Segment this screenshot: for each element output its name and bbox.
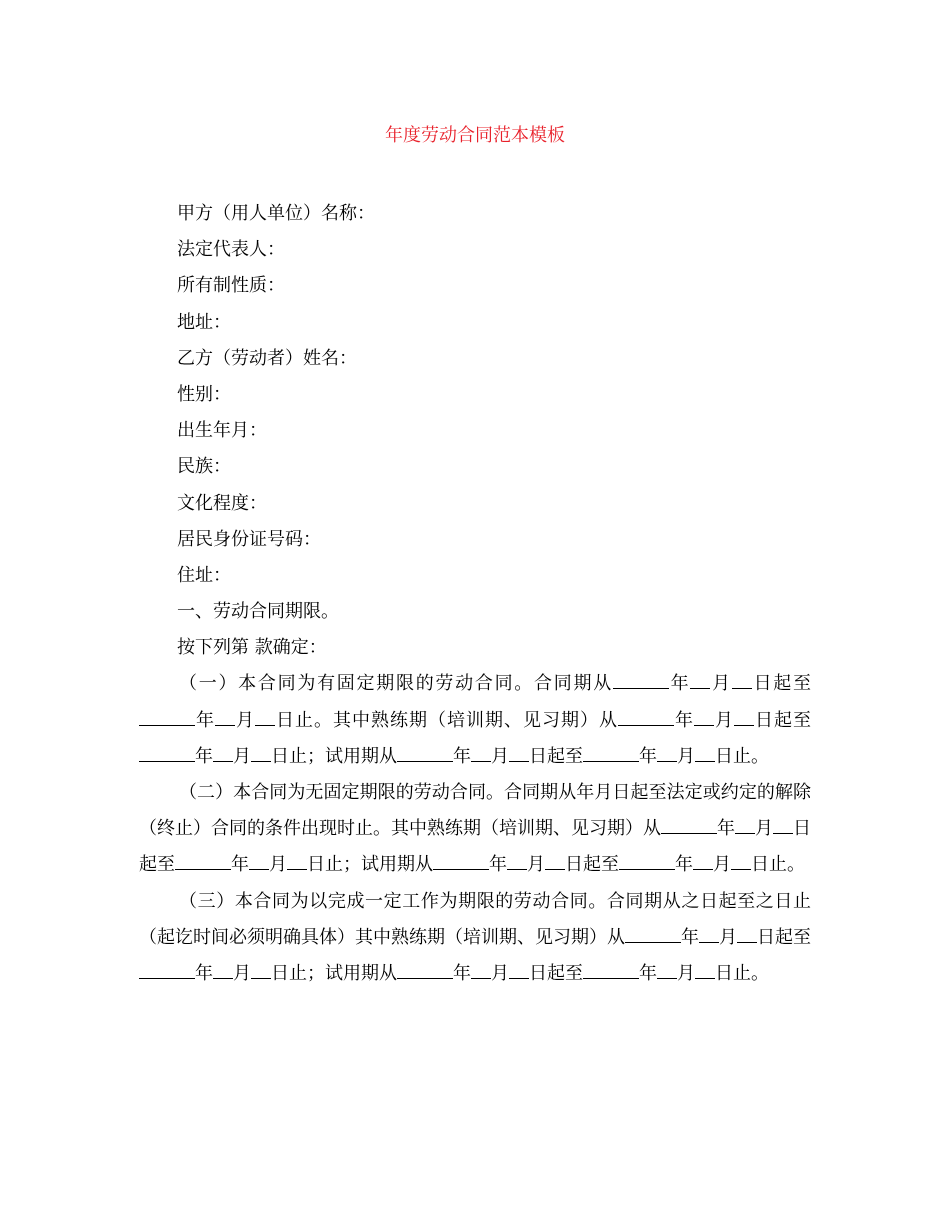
field-legal-representative: 法定代表人： [177, 239, 285, 261]
fill-in-blank[interactable] [397, 959, 453, 979]
field-id-number: 居民身份证号码： [177, 528, 321, 550]
field-ethnicity: 民族： [177, 456, 231, 478]
fill-in-blank[interactable] [583, 742, 639, 762]
fill-in-blank[interactable] [695, 959, 715, 979]
fill-in-blank[interactable] [737, 923, 757, 943]
section-heading: 一、劳动合同期限。 [177, 601, 339, 622]
fill-in-blank[interactable] [397, 742, 453, 762]
fill-in-blank[interactable] [251, 742, 271, 762]
fill-in-blank[interactable] [255, 706, 275, 726]
fill-in-blank[interactable] [509, 959, 529, 979]
clause-text: 日起至 [139, 818, 811, 876]
fill-in-blank[interactable] [213, 959, 233, 979]
clause-text: 月 [527, 854, 545, 876]
fill-in-blank[interactable] [139, 742, 195, 762]
field-employer-name: 甲方（用人单位）名称： [177, 203, 375, 224]
clause-text: （二）本合同为无固定期限的劳动合同。合同期从年月日起至法定或约定的解除（终止）合同的条件出现时止。其中熟练期（培训期、见习期）从 [139, 782, 811, 840]
clause-text: 日起至 [754, 709, 811, 731]
field-employer-address: 地址： [177, 311, 231, 333]
clause-text: （一）本合同为有固定期限的劳动合同。合同期从 [179, 673, 613, 695]
clause-text: 日止；试用期从 [271, 963, 397, 985]
clause-text: 月 [719, 926, 737, 948]
clause-text: 月 [677, 745, 695, 767]
fill-in-blank[interactable] [433, 850, 489, 870]
clause-text: 年 [195, 963, 213, 985]
clause-text: 年 [231, 854, 249, 876]
field-residence: 住址： [177, 564, 231, 586]
clause-text: 日起至 [751, 673, 812, 695]
document-title: 年度劳动合同范本模板 [385, 125, 565, 146]
field-education: 文化程度： [177, 492, 267, 514]
clause-text: 日止。 [715, 745, 769, 767]
fill-in-blank[interactable] [732, 669, 752, 689]
clause-text: 年 [195, 709, 215, 731]
fill-in-blank[interactable] [699, 923, 719, 943]
clause-text: 年 [681, 926, 699, 948]
clause-text: 年 [675, 854, 693, 876]
clause-text: 日止。 [715, 963, 769, 985]
clause-text: 日止；试用期从 [271, 745, 397, 767]
clause-text: 月 [269, 854, 287, 876]
fill-in-blank[interactable] [734, 706, 754, 726]
fill-in-blank[interactable] [661, 814, 717, 834]
fill-in-blank[interactable] [545, 850, 565, 870]
section-intro: 按下列第 款确定： [177, 637, 327, 659]
clause-text: 月 [491, 963, 509, 985]
fill-in-blank[interactable] [213, 742, 233, 762]
clause-text: 年 [674, 709, 694, 731]
clause-text: 月 [491, 745, 509, 767]
clause-task-based [139, 884, 811, 993]
clause-text: 日起至 [565, 854, 619, 876]
clause-text: 日起至 [529, 963, 583, 985]
fill-in-blank[interactable] [175, 850, 231, 870]
clause-text: 年 [195, 745, 213, 767]
field-birth-date: 出生年月： [177, 420, 267, 442]
clause-open-ended [139, 775, 811, 884]
clause-text: 年 [639, 745, 657, 767]
party-info-fields [177, 196, 375, 594]
fill-in-blank[interactable] [287, 850, 307, 870]
clause-text: 日止；试用期从 [307, 854, 433, 876]
clause-text: 年 [717, 818, 735, 840]
clause-text: 月 [710, 673, 732, 695]
clause-text: 月 [714, 709, 734, 731]
clause-text: 月 [233, 745, 251, 767]
fill-in-blank[interactable] [625, 923, 681, 943]
clause-text: 月 [677, 963, 695, 985]
fill-in-blank[interactable] [694, 706, 714, 726]
fill-in-blank[interactable] [657, 742, 677, 762]
clause-text: （三）本合同为以完成一定工作为期限的劳动合同。合同期从之日起至之日止（起讫时间必须明确具体）其中熟练期（培训期、见习期）从 [139, 890, 811, 948]
fill-in-blank[interactable] [619, 850, 675, 870]
fill-in-blank[interactable] [471, 742, 491, 762]
contract-body [139, 594, 811, 992]
clause-text: 年 [489, 854, 507, 876]
fill-in-blank[interactable] [657, 959, 677, 979]
clause-text: 月 [235, 709, 255, 731]
clause-text: 日起至 [529, 745, 583, 767]
clause-text: 日止。其中熟练期（培训期、见习期）从 [275, 709, 618, 731]
fill-in-blank[interactable] [690, 669, 710, 689]
fill-in-blank[interactable] [618, 706, 674, 726]
fill-in-blank[interactable] [509, 742, 529, 762]
clause-text: 月 [713, 854, 731, 876]
clause-text: 月 [233, 963, 251, 985]
fill-in-blank[interactable] [139, 959, 195, 979]
fill-in-blank[interactable] [507, 850, 527, 870]
fill-in-blank[interactable] [693, 850, 713, 870]
clause-text: 年 [453, 963, 471, 985]
fill-in-blank[interactable] [251, 959, 271, 979]
field-employee-name: 乙方（劳动者）姓名： [177, 347, 357, 369]
clause-text: 年 [453, 745, 471, 767]
clause-text: 月 [755, 818, 773, 840]
fill-in-blank[interactable] [215, 706, 235, 726]
fill-in-blank[interactable] [731, 850, 751, 870]
fill-in-blank[interactable] [583, 959, 639, 979]
field-ownership-type: 所有制性质： [177, 275, 285, 297]
clause-text: 日止。 [751, 854, 805, 876]
clause-text: 日起至 [757, 926, 811, 948]
fill-in-blank[interactable] [613, 669, 669, 689]
field-gender: 性别： [177, 383, 231, 405]
fill-in-blank[interactable] [735, 814, 755, 834]
clause-fixed-term [139, 666, 811, 775]
fill-in-blank[interactable] [249, 850, 269, 870]
clause-text: 年 [668, 673, 691, 695]
fill-in-blank[interactable] [139, 706, 195, 726]
fill-in-blank[interactable] [471, 959, 491, 979]
fill-in-blank[interactable] [773, 814, 793, 834]
fill-in-blank[interactable] [695, 742, 715, 762]
clause-text: 年 [639, 963, 657, 985]
